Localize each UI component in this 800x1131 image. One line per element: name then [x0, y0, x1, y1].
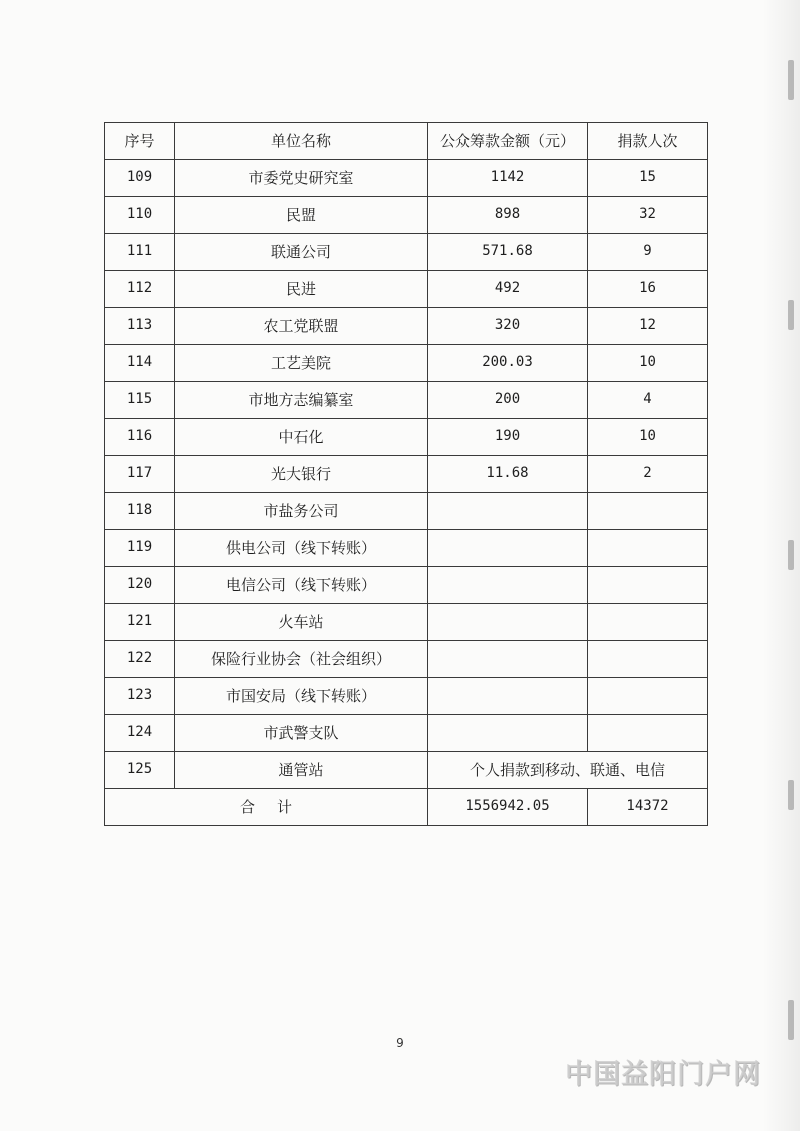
- cell-amount: [428, 567, 588, 604]
- table-row: [105, 567, 708, 604]
- cell-serial: 114: [105, 345, 175, 382]
- table-row: [105, 234, 708, 271]
- cell-donor-count: 2: [588, 456, 708, 493]
- table-row: [105, 382, 708, 419]
- table-header-row: [105, 123, 708, 160]
- cell-donor-count: [588, 641, 708, 678]
- cell-amount: 898: [428, 197, 588, 234]
- scan-mark: [788, 60, 794, 100]
- table-row: [105, 530, 708, 567]
- cell-donor-count: 16: [588, 271, 708, 308]
- cell-serial: 125: [105, 752, 175, 789]
- cell-unit-name: 电信公司（线下转账）: [175, 567, 428, 604]
- cell-serial: 121: [105, 604, 175, 641]
- table-row: [105, 197, 708, 234]
- cell-serial: 120: [105, 567, 175, 604]
- cell-unit-name: 民盟: [175, 197, 428, 234]
- table-row: [105, 456, 708, 493]
- header-unit-name: 单位名称: [175, 123, 428, 160]
- total-donor-count: 14372: [588, 789, 708, 826]
- cell-amount: [428, 530, 588, 567]
- cell-donor-count: 9: [588, 234, 708, 271]
- donation-table-wrapper: [104, 122, 707, 826]
- cell-serial: 123: [105, 678, 175, 715]
- cell-serial: 109: [105, 160, 175, 197]
- cell-unit-name: 通管站: [175, 752, 428, 789]
- table-row: [105, 678, 708, 715]
- cell-donor-count: [588, 604, 708, 641]
- cell-unit-name: 市国安局（线下转账）: [175, 678, 428, 715]
- donation-table: [104, 122, 708, 826]
- cell-amount: [428, 493, 588, 530]
- table-row: [105, 641, 708, 678]
- cell-serial: 115: [105, 382, 175, 419]
- scan-page-edge: [762, 0, 800, 1131]
- table-row: [105, 271, 708, 308]
- cell-unit-name: 市委党史研究室: [175, 160, 428, 197]
- header-donor-count: 捐款人次: [588, 123, 708, 160]
- cell-note: 个人捐款到移动、联通、电信: [428, 752, 708, 789]
- total-label: 合计: [105, 789, 428, 826]
- table-row: [105, 715, 708, 752]
- cell-amount: [428, 715, 588, 752]
- cell-serial: 111: [105, 234, 175, 271]
- cell-amount: 200.03: [428, 345, 588, 382]
- cell-unit-name: 市地方志编纂室: [175, 382, 428, 419]
- cell-donor-count: 15: [588, 160, 708, 197]
- cell-donor-count: [588, 678, 708, 715]
- cell-amount: [428, 678, 588, 715]
- cell-donor-count: [588, 715, 708, 752]
- cell-amount: 200: [428, 382, 588, 419]
- cell-unit-name: 联通公司: [175, 234, 428, 271]
- header-serial: 序号: [105, 123, 175, 160]
- table-row: [105, 493, 708, 530]
- cell-unit-name: 火车站: [175, 604, 428, 641]
- cell-unit-name: 中石化: [175, 419, 428, 456]
- cell-unit-name: 供电公司（线下转账）: [175, 530, 428, 567]
- cell-donor-count: 12: [588, 308, 708, 345]
- table-row: [105, 419, 708, 456]
- table-row: [105, 160, 708, 197]
- cell-unit-name: 光大银行: [175, 456, 428, 493]
- cell-serial: 118: [105, 493, 175, 530]
- cell-unit-name: 市盐务公司: [175, 493, 428, 530]
- cell-donor-count: 32: [588, 197, 708, 234]
- cell-amount: [428, 641, 588, 678]
- cell-amount: [428, 604, 588, 641]
- table-row: [105, 604, 708, 641]
- cell-amount: 320: [428, 308, 588, 345]
- page-number: 9: [396, 1036, 404, 1050]
- scan-mark: [788, 1000, 794, 1040]
- cell-donor-count: 4: [588, 382, 708, 419]
- cell-donor-count: [588, 493, 708, 530]
- scan-mark: [788, 300, 794, 330]
- cell-amount: 571.68: [428, 234, 588, 271]
- cell-unit-name: 工艺美院: [175, 345, 428, 382]
- cell-donor-count: 10: [588, 345, 708, 382]
- cell-serial: 113: [105, 308, 175, 345]
- cell-serial: 117: [105, 456, 175, 493]
- cell-amount: 1142: [428, 160, 588, 197]
- cell-unit-name: 农工党联盟: [175, 308, 428, 345]
- header-amount: 公众筹款金额（元）: [428, 123, 588, 160]
- table-total-row: [105, 789, 708, 826]
- scan-mark: [788, 780, 794, 810]
- cell-amount: 11.68: [428, 456, 588, 493]
- cell-serial: 124: [105, 715, 175, 752]
- cell-unit-name: 民进: [175, 271, 428, 308]
- cell-unit-name: 保险行业协会（社会组织）: [175, 641, 428, 678]
- table-row: [105, 345, 708, 382]
- cell-donor-count: [588, 530, 708, 567]
- table-row: [105, 752, 708, 789]
- table-row: [105, 308, 708, 345]
- scan-mark: [788, 540, 794, 570]
- site-watermark: 中国益阳门户网: [565, 1059, 761, 1090]
- cell-donor-count: [588, 567, 708, 604]
- cell-donor-count: 10: [588, 419, 708, 456]
- cell-amount: 492: [428, 271, 588, 308]
- cell-amount: 190: [428, 419, 588, 456]
- cell-serial: 110: [105, 197, 175, 234]
- total-amount: 1556942.05: [428, 789, 588, 826]
- cell-serial: 119: [105, 530, 175, 567]
- cell-unit-name: 市武警支队: [175, 715, 428, 752]
- cell-serial: 112: [105, 271, 175, 308]
- cell-serial: 116: [105, 419, 175, 456]
- cell-serial: 122: [105, 641, 175, 678]
